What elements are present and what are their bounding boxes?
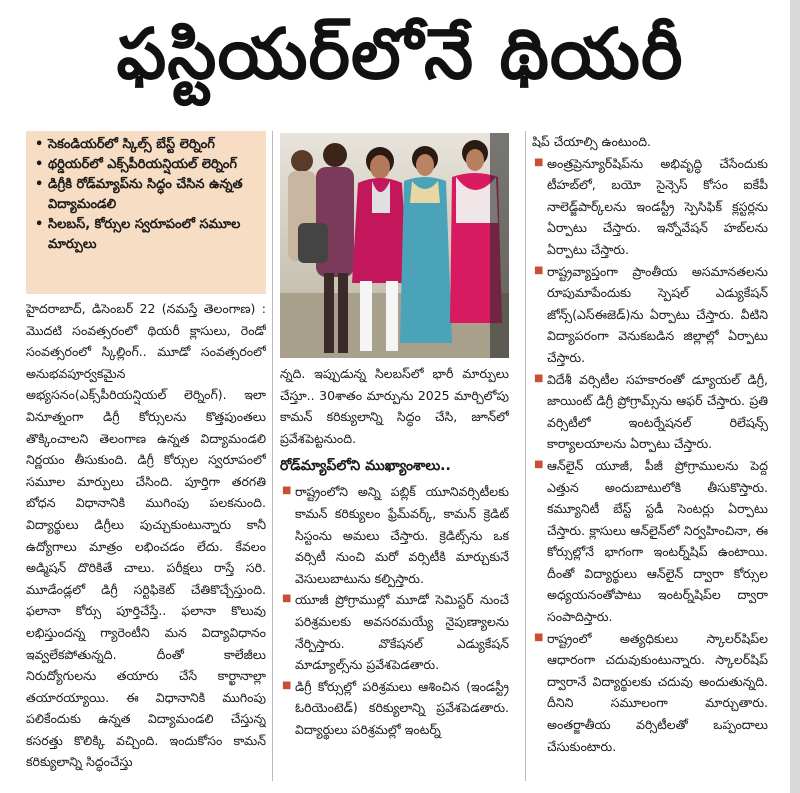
list-item [532, 369, 768, 455]
article-column-1 [26, 298, 266, 783]
bullet-icon: ■ [282, 485, 292, 497]
list-item-text: అంత్రప్రెన్యూర్‌షిప్‌ను అభివృద్ధి చేసేందుకు టీహబ్‌లో, బయో సైన్సెస్‌ కోసం ఐకేపీ నాలెడ్జ్‌పార్క్‌లను ఇండస్ట్రీ స్పెసిఫిక్‌ క్లస్టర్లను ఏర్పాటు చేస్తారు. ఇన్నోవేషన్‌ హబ్‌లను ఏర్పాటు చేస్తారు. [547, 155, 768, 257]
list-item [280, 589, 509, 675]
list-item-text: రాష్ట్రవ్యాప్తంగా ప్రాంతీయ అసమానతలను రూపుమాపేందుకు స్పెషల్‌ ఎడ్యుకేషన్‌ జోన్స్‌(ఎస్‌ఈజెడ్‌)ను ఏర్పాటు చేస్తారు. వీటిని విద్యాపరంగా వెనుకబడిన జిల్లాల్లో ఏర్పాటు చేస్తారు. [547, 263, 768, 365]
list-item [532, 455, 768, 628]
list-item-text: రాష్ట్రంలోని అన్ని పబ్లిక్‌ యూనివర్సిటీలకు కామన్‌ కరిక్యులం ఫ్రేమ్‌వర్క్‌, కామన్‌ క్రెడిట్‌ సిస్టంను అమలు చేస్తారు. క్రెడిట్స్‌ను ఒక వర్సిటీ నుంచి మరో వర్సిటీకి మార్చుకునే వెసులుబాటును కల్పిస్తారు. [295, 484, 509, 586]
article-body: న్నది. ఇప్పుడున్న సిలబస్‌లో భారీ మార్పులు చేస్తూ.. 30శాతం మార్పును 2025 మార్చిలోపు కామన్‌ కరిక్యులాన్ని సిద్ధం చేసి, జూన్‌లో ప్రవేశపెట్టనుంది. [280, 366, 509, 446]
page-edge [790, 0, 800, 793]
bullet-icon: ■ [282, 679, 292, 691]
list-item-text: డిగ్రీ కోర్సుల్లో పరిశ్రమలు ఆశించిన (ఇండస్ట్రీ ఓరియెంటెడ్‌) కరిక్యులాన్ని ప్రవేశపెడతారు. విద్యార్థులు పరిశ్రమల్లో ఇంటర్న్ [295, 678, 509, 737]
highlight-item: • సెకండియర్‌లో స్కిల్స్‌ బేస్ట్‌ లెర్నింగ్‌ [34, 135, 260, 155]
highlight-item: • డిగ్రీకి రోడ్‌మ్యాప్‌ను సిద్ధం చేసిన ఉన్నత విద్యామండలి [34, 175, 260, 215]
bullet-icon: ■ [534, 156, 544, 168]
headline: ఫస్టియర్‌లోనే థియరీ [116, 13, 684, 95]
article-column-3 [532, 131, 768, 783]
list-item-text: యూజీ ప్రోగ్రాముల్లో మూడో సెమిస్టర్‌ నుంచే పరిశ్రమలకు అవసరమయ్యే నైపుణ్యాలను నేర్పిస్తారు. వొకేషనల్‌ ఎడ్యుకేషన్‌ మాడ్యూల్స్‌ను ప్రవేశపెడతారు. [295, 592, 509, 673]
list-item-text: ఆన్‌లైన్‌ యూజీ, పీజీ ప్రోగ్రాములను పెద్ద ఎత్తున అందుబాటులోకి తీసుకొస్తారు. కమ్యూనిటీ బేస్ట్‌ స్టడీ సెంటర్లు ఏర్పాటు చేస్తారు. క్లాసులు ఆన్‌లైన్‌లో నిర్వహించినా, ఈ కోర్సుల్లోనే భాగంగా ఇంటర్న్‌షిప్‌ ఉంటాయి. దీంతో విద్యార్థులు ఆన్‌లైన్‌ ద్వారా కోర్సుల అధ్యయనంతోపాటు ఇంటర్న్‌షిప్‌ల ద్వారా సంపాదిస్తారు. [547, 457, 768, 625]
article-body: షిప్‌ చేయాల్సి ఉంటుంది. [532, 134, 651, 149]
list-item [280, 481, 509, 589]
list-item-text: విదేశీ వర్సిటీల సహకారంతో డ్యూయల్‌ డిగ్రీ, జాయింట్‌ డిగ్రీ ప్రోగ్రామ్స్‌ను ఆఫర్‌ చేస్తారు. ప్రతి వర్సిటీలో ఇంటర్నేషనల్‌ రిలేషన్స్‌ కార్యాలయాలను ఏర్పాటు చేస్తారు. [547, 371, 768, 452]
list-item-text: రాష్ట్రంలో అత్యధికులు స్కాలర్‌షిప్‌ల ఆధారంగా చదువుకుంటున్నారు. స్కాలర్‌షిప్‌ ద్వారానే విద్యార్థులకు చదువు అందుతున్నది. దీనిని సమూలంగా మార్చుతారు. అంతర్జాతీయ వర్సిటీలతో ఒప్పందాలు చేసుకుంటారు. [547, 630, 768, 754]
list-item [280, 676, 509, 741]
bullet-icon: ■ [534, 631, 544, 643]
highlights-box [26, 131, 266, 294]
bullet-icon: ■ [534, 264, 544, 276]
list-item [532, 628, 768, 758]
photo-illustration [280, 133, 509, 358]
highlight-item: • సిలబస్‌, కోర్సుల స్వరూపంలో సమూల మార్పులు [34, 215, 260, 255]
list-item [532, 261, 768, 369]
bullet-icon: ■ [534, 372, 544, 384]
article-column-2 [280, 363, 509, 783]
article-body: హైదరాబాద్‌, డిసెంబర్‌ 22 (నమస్తే తెలంగాణ) : మొదటి సంవత్సరంలో థియరీ క్లాసులు, రెండో సంవత్సరంలో స్కిల్లింగ్‌.. మూడో సంవత్సరంలో అనుభవపూర్వకమైన అభ్యసనం(ఎక్స్‌పీరియన్షియల్‌ లెర్నింగ్‌). ఇలా వినూత్నంగా డిగ్రీ కోర్సులను కొత్తపుంతలు తొక్కించాలని తెలంగాణ ఉన్నత విద్యామండలి నిర్ణయం తీసుకుంది. డిగ్రీ కోర్సుల స్వరూపంలో సమూల మార్పులు చేసింది. పూర్తిగా తరగతి బోధన విధానానికి ముగింపు పలకనుంది. విద్యార్థులు డిగ్రీలు పుచ్చుకుంటున్నారు కానీ ఉద్యోగాలు మాత్రం లభించడం లేదు. కేవలం అడ్మిషన్‌ దొరికితే చాలు. పరీక్షలు రాస్తే సరి. మూడేండ్లలో డిగ్రీ సర్టిఫికెట్‌ చేతికొచ్చేస్తుంది. ఫలానా కోర్సు పూర్తిచేస్తే.. ఫలానా కొలువు లభిస్తుందన్న గ్యారెంటీని మన విద్యావిధానం ఇవ్వలేకపోతున్నది. దీంతో కాలేజీలు నిరుద్యోగులను తయారు చేసే కార్ఖానాల్లా తయారయ్యాయి. ఈ విధానానికి ముగింపు పలికేందుకు ఉన్నత విద్యామండలి చేస్తున్న కసరత్తు కొలిక్కి వచ్చింది. ఇందుకోసం కామన్‌ కరిక్యులాన్ని సిద్ధంచేస్తు [26, 301, 266, 770]
section-subheading: రోడ్‌మ్యాప్‌లోని ముఖ్యాంశాలు.. [280, 458, 451, 475]
student-photo [280, 133, 509, 358]
column-divider [525, 131, 526, 781]
bullet-icon: ■ [534, 458, 544, 470]
list-item [532, 153, 768, 261]
column-divider [272, 131, 273, 781]
highlight-item: • థర్డియర్‌లో ఎక్స్‌పీరియన్షియల్‌ లెర్నింగ్‌ [34, 155, 260, 175]
bullet-icon: ■ [282, 593, 292, 605]
